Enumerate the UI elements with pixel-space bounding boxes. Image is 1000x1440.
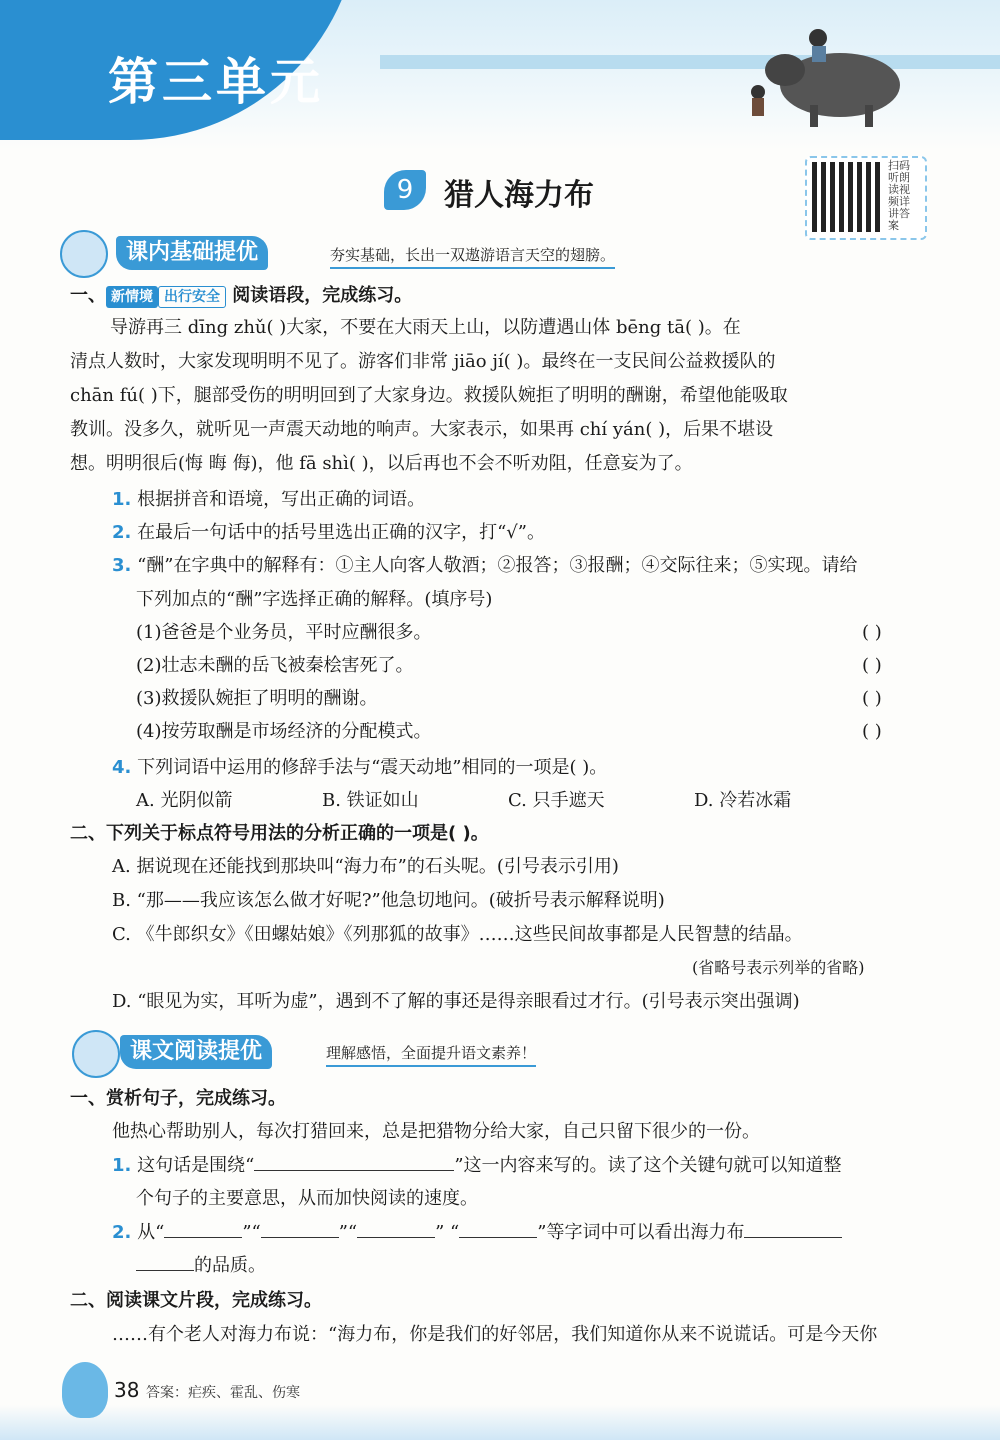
answer-parentheses[interactable]: ( ) bbox=[862, 655, 882, 676]
dolphin-icon bbox=[62, 1362, 108, 1418]
quote-separator: ”“ bbox=[242, 1222, 261, 1243]
item-text: “酬”在字典中的解释有：①主人向客人敬酒；②报答；③报酬；④交际往来；⑤实现。请给 bbox=[137, 555, 858, 576]
item-number: 1. bbox=[112, 489, 132, 510]
answer-blank[interactable] bbox=[254, 1152, 454, 1171]
footer-answer-note: 答案：疟疾、霍乱、伤寒 bbox=[146, 1385, 300, 1401]
item-text: 下列词语中运用的修辞手法与“震天动地”相同的一项是( )。 bbox=[137, 757, 608, 778]
question-item bbox=[112, 516, 545, 550]
question-heading: 一、赏析句子，完成练习。 bbox=[70, 1088, 286, 1109]
section-banner-reading: 课文阅读提优 bbox=[120, 1035, 272, 1069]
question-item bbox=[112, 549, 858, 583]
item-number: 3. bbox=[112, 555, 132, 576]
question-item bbox=[112, 1149, 842, 1183]
option-b[interactable]: B. “那——我应该怎么做才好呢?”他急切地问。(破折号表示解释说明) bbox=[112, 890, 665, 911]
lesson-number: 9 bbox=[384, 170, 426, 210]
item-number: 2. bbox=[112, 1222, 132, 1243]
item-number: 2. bbox=[112, 522, 132, 543]
option-c-note: (省略号表示列举的省略) bbox=[692, 958, 865, 977]
lesson-title: 猎人海力布 bbox=[444, 178, 594, 213]
passage-line: 清点人数时，大家发现明明不见了。游客们非常 jiāo jí( )。最终在一支民间公益救援队的 bbox=[70, 351, 776, 372]
answer-blank[interactable] bbox=[136, 1252, 194, 1271]
option-c[interactable]: C. 《牛郎织女》《田螺姑娘》《列那狐的故事》……这些民间故事都是人民智慧的结晶。 bbox=[112, 924, 803, 945]
answer-blank[interactable] bbox=[459, 1219, 537, 1238]
heading-prefix: 一、 bbox=[70, 285, 106, 306]
item-continuation: 下列加点的“酬”字选择正确的解释。(填序号) bbox=[136, 589, 493, 610]
passage-line: 导游再三 dīng zhǔ( )大家，不要在大雨天上山，以防遭遇山体 bēng tā( )。在 bbox=[110, 317, 741, 338]
item-number: 4. bbox=[112, 757, 132, 778]
mascot-icon bbox=[72, 1030, 120, 1078]
unit-title: 第三单元 bbox=[108, 53, 324, 111]
answer-parentheses[interactable]: ( ) bbox=[862, 622, 882, 643]
footer-band bbox=[0, 1405, 1000, 1440]
option-a[interactable]: A. 光阴似箭 bbox=[136, 790, 233, 811]
option-d[interactable]: D. 冷若冰霜 bbox=[694, 790, 792, 811]
section-subtitle-basics: 夯实基础，长出一双遨游语言天空的翅膀。 bbox=[330, 244, 615, 269]
quote-separator: ” “ bbox=[435, 1222, 460, 1243]
sub-item: (2)壮志未酬的岳飞被秦桧害死了。 bbox=[136, 655, 414, 676]
item-text: 根据拼音和语境，写出正确的词语。 bbox=[137, 489, 426, 510]
qr-label: 扫码听朗读视频详讲答案 bbox=[888, 159, 910, 232]
answer-blank[interactable] bbox=[164, 1219, 242, 1238]
passage-line: 教训。没多久，就听见一声震天动地的响声。大家表示，如果再 chí yán( )，后果不堪设 bbox=[70, 419, 774, 440]
sub-item: (1)爸爸是个业务员，平时应酬很多。 bbox=[136, 622, 432, 643]
sub-item: (4)按劳取酬是市场经济的分配模式。 bbox=[136, 721, 432, 742]
option-a[interactable]: A. 据说现在还能找到那块叫“海力布”的石头呢。(引号表示引用) bbox=[112, 856, 619, 877]
buffalo-illustration bbox=[740, 10, 915, 130]
question-heading: 二、下列关于标点符号用法的分析正确的一项是( )。 bbox=[70, 823, 489, 844]
quote-separator: ”“ bbox=[338, 1222, 358, 1243]
item-text: 在最后一句话中的括号里选出正确的汉字，打“√”。 bbox=[137, 522, 545, 543]
passage-line: 想。明明很后(悔 晦 侮)，他 fā shì( )，以后再也不会不听劝阻，任意妄为了。 bbox=[70, 453, 693, 474]
question-item bbox=[112, 751, 607, 785]
topic-tag: 出行安全 bbox=[158, 286, 226, 308]
item-number: 1. bbox=[112, 1155, 132, 1176]
option-d[interactable]: D. “眼见为实，耳听为虚”，遇到不了解的事还是得亲眼看过才行。(引号表示突出强调) bbox=[112, 991, 800, 1012]
item-text: ”等字词中可以看出海力布 bbox=[537, 1222, 745, 1243]
answer-blank[interactable] bbox=[744, 1219, 842, 1238]
item-text: 从“ bbox=[137, 1222, 165, 1243]
item-continuation bbox=[136, 1249, 266, 1283]
item-text: 这句话是围绕“ bbox=[137, 1155, 255, 1176]
quoted-sentence: 他热心帮助别人，每次打猎回来，总是把猎物分给大家，自己只留下很少的一份。 bbox=[112, 1121, 760, 1142]
answer-parentheses[interactable]: ( ) bbox=[862, 688, 882, 709]
item-text: 的品质。 bbox=[194, 1255, 266, 1276]
qr-code-icon[interactable] bbox=[812, 162, 882, 232]
section-subtitle-reading: 理解感悟，全面提升语文素养！ bbox=[326, 1042, 536, 1067]
answer-parentheses[interactable]: ( ) bbox=[862, 721, 882, 742]
question-item bbox=[112, 483, 425, 517]
option-b[interactable]: B. 铁证如山 bbox=[322, 790, 419, 811]
sub-item: (3)救援队婉拒了明明的酬谢。 bbox=[136, 688, 378, 709]
section-banner-basics: 课内基础提优 bbox=[116, 236, 268, 270]
question-heading: 二、阅读课文片段，完成练习。 bbox=[70, 1290, 322, 1311]
item-continuation: 个句子的主要意思，从而加快阅读的速度。 bbox=[136, 1188, 478, 1209]
heading-text: 阅读语段，完成练习。 bbox=[232, 285, 413, 306]
question-item bbox=[112, 1216, 842, 1250]
passage-line: ……有个老人对海力布说：“海力布，你是我们的好邻居，我们知道你从来不说谎话。可是今天你 bbox=[112, 1324, 878, 1345]
new-context-tag: 新情境 bbox=[106, 286, 158, 308]
item-text: ”这一内容来写的。读了这个关键句就可以知道整 bbox=[454, 1155, 842, 1176]
answer-blank[interactable] bbox=[357, 1219, 435, 1238]
passage-line: chān fú( )下，腿部受伤的明明回到了大家身边。救援队婉拒了明明的酬谢，希望他能吸取 bbox=[70, 385, 788, 406]
mascot-icon bbox=[60, 230, 108, 278]
answer-blank[interactable] bbox=[261, 1219, 339, 1238]
question-heading bbox=[70, 279, 412, 313]
option-c[interactable]: C. 只手遮天 bbox=[508, 790, 605, 811]
page-number: 38 bbox=[114, 1378, 140, 1402]
